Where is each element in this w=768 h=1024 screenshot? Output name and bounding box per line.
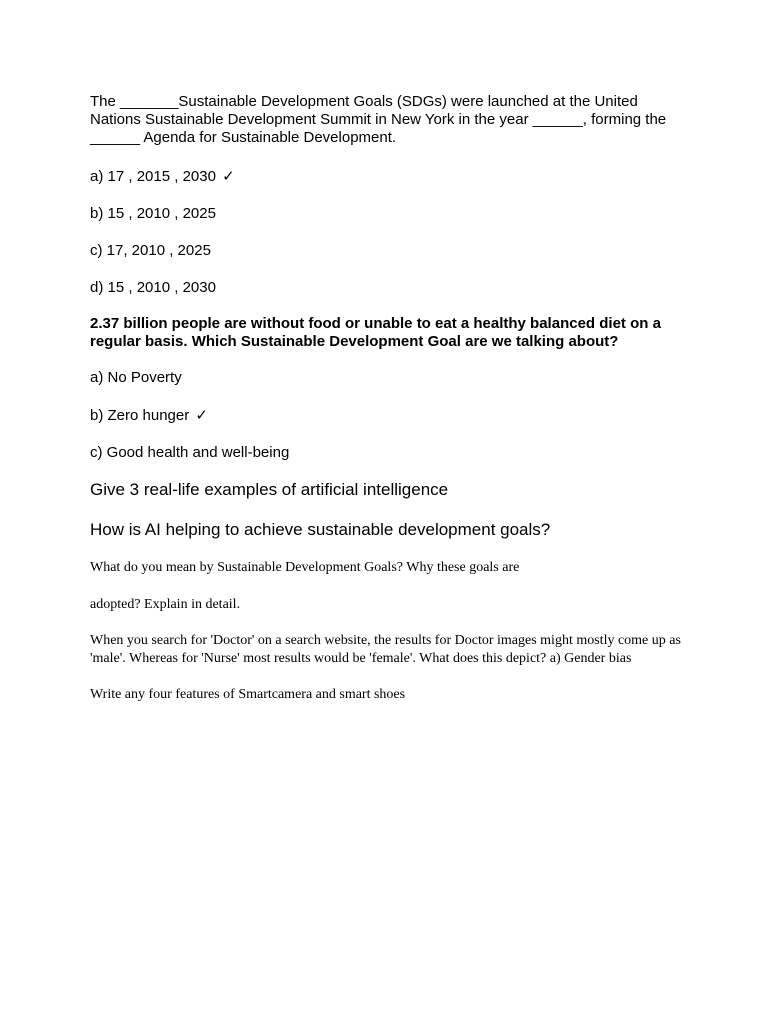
checkmark-icon: ✓ <box>195 406 208 424</box>
option-label: b) 15 , 2010 , 2025 <box>90 205 216 222</box>
question-2-text: 2.37 billion people are without food or unable to eat a healthy balanced diet on a regular basis. Which Sustainable Development Goal are we talking about? <box>90 315 661 350</box>
heading-ai-sdg: How is AI helping to achieve sustainable development goals? <box>90 520 551 539</box>
option-label: d) 15 , 2010 , 2030 <box>90 279 216 296</box>
option-label: a) No Poverty <box>90 369 182 386</box>
gender-bias-question: When you search for 'Doctor' on a search website, the results for Doctor images might mostly come up as 'male'. Whereas for 'Nurse' most results would be 'female'. What does this depict? a) Gender bias <box>90 633 681 666</box>
question-1-text: The _______Sustainable Development Goals (SDGs) were launched at the United Nations Sustainable Development Summit in New York in the year ______, forming the ______ Agenda for Sustainable Development. <box>90 93 667 146</box>
sdg-meaning-question-line-1: What do you mean by Sustainable Development Goals? Why these goals are <box>90 560 520 575</box>
question-1-option-d <box>90 279 690 297</box>
sdg-meaning-question-line-2: adopted? Explain in detail. <box>90 597 241 612</box>
heading-ai-examples: Give 3 real-life examples of artificial intelligence <box>90 480 449 499</box>
question-1-option-b <box>90 205 690 223</box>
checkmark-icon: ✓ <box>222 167 235 185</box>
option-label: c) 17, 2010 , 2025 <box>90 242 211 259</box>
smart-features-question: Write any four features of Smartcamera and smart shoes <box>90 687 406 702</box>
option-label: b) Zero hunger <box>90 407 190 424</box>
question-2-option-c <box>90 444 690 462</box>
question-2-option-a <box>90 369 690 387</box>
question-1-option-a <box>90 167 690 186</box>
question-2-option-b <box>90 406 690 425</box>
option-label: a) 17 , 2015 , 2030 <box>90 168 216 185</box>
question-1-option-c <box>90 242 690 260</box>
option-label: c) Good health and well-being <box>90 444 290 461</box>
document-page <box>90 93 690 704</box>
